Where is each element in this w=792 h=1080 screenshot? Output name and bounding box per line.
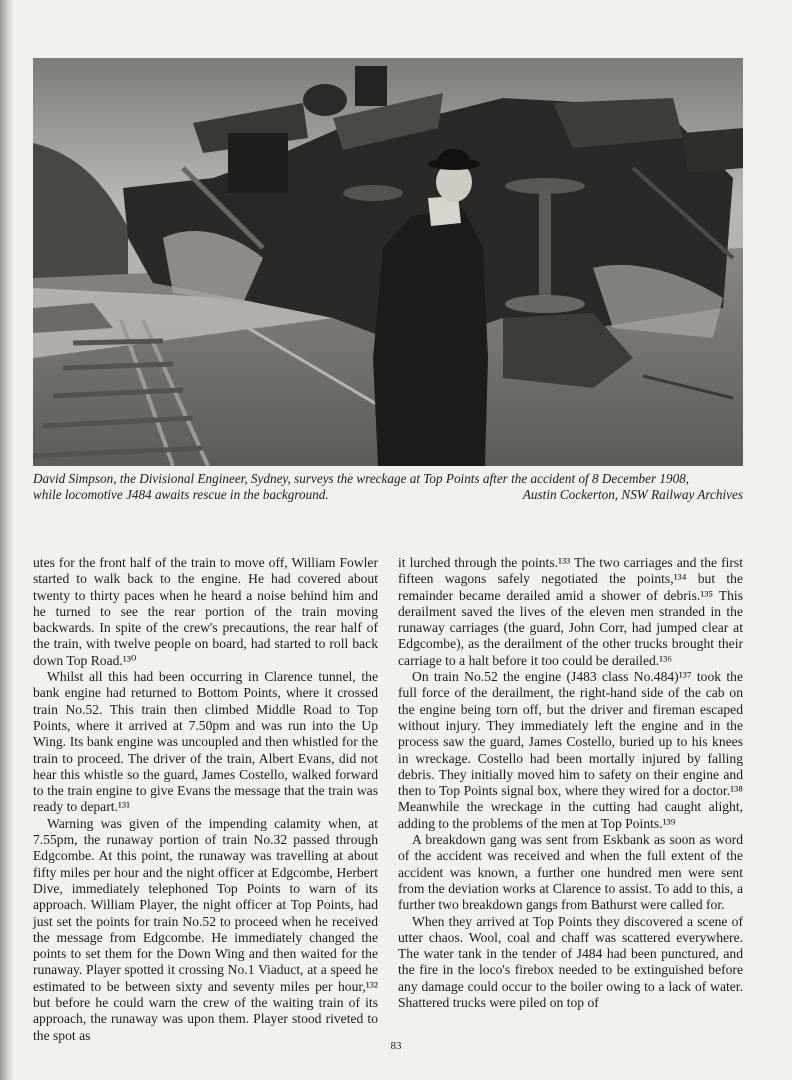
archival-photo-train-wreck-icon [33, 58, 743, 466]
caption-line-2: while locomotive J484 awaits rescue in the background. [33, 486, 329, 502]
paragraph: it lurched through the points.¹³³ The two carriages and the first fifteen wagons safely negotiated the points,¹³⁴ but the remainder became derailed amid a shower of debris.¹³⁵ This derailment saved the lives of the eleven men stranded in the runaway carriages (the guard, John Corr, had jumped clear at Edgcombe), as the derailment of the other trucks brought their carriage to a halt before it too could be derailed.¹³⁶ [398, 555, 743, 668]
photo-caption [33, 471, 743, 502]
binding-shadow [0, 0, 14, 1080]
paragraph: Whilst all this had been occurring in Clarence tunnel, the bank engine had returned to Bottom Points, where it crossed train No.52. This train then climbed Middle Road to Top Points, where it arrived at 7.50pm and was run into the Up Wing. Its bank engine was uncoupled and then whistled for the train to proceed. The driver of the train, Albert Evans, did not hear this whistle so the guard, James Costello, walked forward to the train engine to give Evans the message that the train was ready to depart.¹³¹ [33, 669, 378, 815]
page-number: 83 [390, 1040, 402, 1052]
caption-line-2-row [33, 487, 743, 503]
photo-credit: Austin Cockerton, NSW Railway Archives [522, 486, 743, 502]
paragraph: Warning was given of the impending calamity when, at 7.55pm, the runaway portion of train No.32 passed through Edgcombe. At this point, the runaway was travelling at about fifty miles per hour and the night officer at Edgcombe, Herbert Dive, immediately telephoned Top Points to warn of its approach. William Player, the night officer at Top Points, had just set the points for train No.52 to proceed when he received the message from Edgcombe. He immediately changed the points to set them for the Down Wing and then waited for the runaway. Player spotted it crossing No.1 Viaduct, at a speed he estimated to be between sixty and seventy miles per hour,¹³² but before he could warn the crew of the waiting train of its approach, the runaway was upon them. Player stood riveted to the spot as [33, 815, 378, 1043]
paragraph: utes for the front half of the train to move off, William Fowler started to walk back to the engine. He had covered about twenty to thirty paces when he heard a noise behind him and he turned to see the rear portion of the train moving backwards. In spite of the crew's precautions, the rear half of the train, with twelve people on board, had started to roll back down Top Road.¹³⁰ [33, 555, 378, 668]
paragraph: A breakdown gang was sent from Eskbank as soon as word of the accident was received and when the full extent of the accident was known, a further one hundred men were sent from the deviation works at Clarence to assist. To add to this, a further two breakdown gangs from Bathurst were called for. [398, 832, 743, 913]
wreck-photograph [33, 58, 743, 466]
paragraph: On train No.52 the engine (J483 class No.484)¹³⁷ took the full force of the derailment, the right-hand side of the cab on the engine being torn off, but the driver and fireman escaped without injury. They immediately left the engine and in the process saw the guard, James Costello, buried up to his knees in wreckage. Costello had been mortally injured by falling debris. They initially moved him to safety on their engine and then to Top Points signal box, where they wired for a doctor.¹³⁸ Meanwhile the wreckage in the cutting had caught alight, adding to the problems of the men at Top Points.¹³⁹ [398, 669, 743, 831]
left-text-column [33, 555, 378, 1044]
right-text-column [398, 555, 743, 1011]
caption-line-1: David Simpson, the Divisional Engineer, Sydney, surveys the wreckage at Top Points after the accident of 8 December 1908, [33, 471, 690, 486]
paragraph: When they arrived at Top Points they discovered a scene of utter chaos. Wool, coal and chaff was scattered everywhere. The water tank in the tender of J484 had been punctured, and the fire in the loco's firebox needed to be extinguished before any damage could occur to the boiler owing to a lack of water. Shattered trucks were piled on top of [398, 913, 743, 1011]
